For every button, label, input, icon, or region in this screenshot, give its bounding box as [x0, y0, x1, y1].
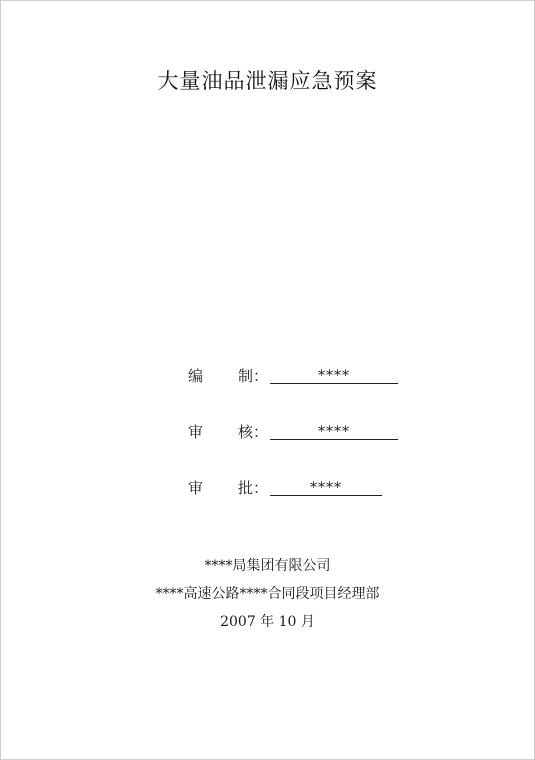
signature-value-line — [270, 365, 398, 384]
department-name: ****高速公路****合同段项目经理部 — [155, 586, 380, 602]
signature-label-char2: 制 — [238, 367, 254, 385]
signature-label-char1: 审 — [188, 423, 204, 441]
signature-row-approved — [188, 477, 342, 499]
signature-value: **** — [318, 368, 350, 384]
signature-row-compiled — [188, 365, 350, 387]
signature-row-reviewed — [188, 421, 350, 443]
signature-value-line — [270, 477, 382, 496]
signature-label-char2: 批 — [238, 479, 254, 497]
signature-label-char1: 编 — [188, 367, 204, 385]
document-title: 大量油品泄漏应急预案 — [157, 69, 378, 93]
signature-colon: ： — [253, 423, 269, 441]
signature-label — [188, 421, 269, 443]
signature-value: **** — [318, 424, 350, 440]
signature-value-line — [270, 421, 398, 440]
signature-label-char2: 核 — [238, 423, 254, 441]
signature-value: **** — [310, 480, 342, 496]
signature-colon: ： — [253, 367, 269, 385]
signature-label — [188, 477, 269, 499]
signature-label — [188, 365, 269, 387]
organization-name: ****局集团有限公司 — [204, 558, 331, 574]
signature-colon: ： — [253, 479, 269, 497]
document-date: 2007 年 10 月 — [220, 614, 315, 630]
signature-label-char1: 审 — [188, 479, 204, 497]
